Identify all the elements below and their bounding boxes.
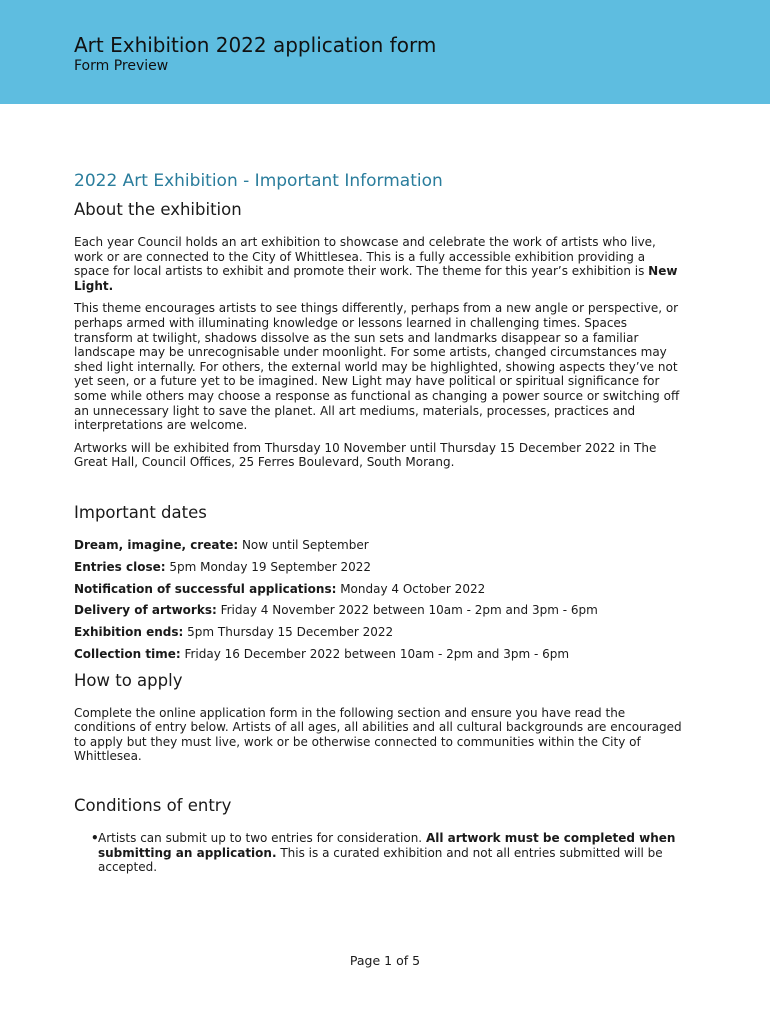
date-value: Monday 4 October 2022: [336, 581, 486, 596]
dates-list: [74, 538, 684, 669]
date-label: Notification of successful applications:: [74, 581, 337, 596]
condition-text-before: Artists can submit up to two entries for consideration.: [98, 831, 426, 846]
condition-text-after: This is a curated exhibition and not all entries submitted will be accepted.: [98, 845, 663, 875]
apply-heading: How to apply: [74, 670, 183, 690]
date-item: [74, 647, 684, 669]
date-item: [74, 560, 684, 582]
date-item: [74, 603, 684, 625]
form-title: Art Exhibition 2022 application form: [74, 33, 437, 57]
form-subtitle: Form Preview: [74, 58, 169, 74]
apply-paragraph: Complete the online application form in the following section and ensure you have read the conditions of entry below. Artists of all ages, all abilities and all cultural backgrounds are encouraged to apply but they must live, work or be otherwise connected to communities within the City of Whittlesea.: [74, 705, 682, 764]
dates-heading: Important dates: [74, 502, 207, 522]
page-number: Page 1 of 5: [349, 953, 421, 968]
about-paragraph-1: [74, 235, 684, 293]
list-item: [74, 831, 684, 875]
conditions-list: [74, 831, 684, 875]
date-label: Entries close:: [74, 559, 166, 574]
date-value: 5pm Thursday 15 December 2022: [183, 625, 394, 640]
date-value: Now until September: [238, 537, 369, 552]
date-item: [74, 625, 684, 647]
date-item: [74, 538, 684, 560]
date-label: Collection time:: [74, 646, 181, 661]
theme-name: New Light.: [74, 264, 678, 293]
condition-text-bold: All artwork must be completed when submitting an application.: [98, 831, 676, 860]
date-value: Friday 16 December 2022 between 10am - 2pm and 3pm - 6pm: [180, 646, 570, 661]
about-heading: About the exhibition: [74, 200, 242, 219]
about-paragraph-2: This theme encourages artists to see things differently, perhaps from a new angle or perspective, or perhaps armed with illuminating knowledge or lessons learned in challenging times. Spaces transform at twilight, shadows dissolve as the sun sets and landmarks disappear so a familiar landscape may be unrecognisable under moonlight. For some artists, changed circumstances may shed light internally. For others, the external world may be highlighted, showing aspects they’ve not yet seen, or a future yet to be imagined. New Light may have political or spiritual significance for some while others may choose a response as functional as changing a power source or switching off an unnecessary light to save the planet. All art mediums, materials, processes, practices and interpretations are welcome.: [74, 301, 680, 433]
date-label: Delivery of artworks:: [74, 603, 217, 618]
date-value: Friday 4 November 2022 between 10am - 2pm and 3pm - 6pm: [216, 603, 598, 618]
section-title: 2022 Art Exhibition - Important Information: [74, 171, 443, 191]
date-item: [74, 582, 684, 604]
header-banner: [0, 0, 770, 104]
condition-text: [98, 831, 684, 875]
about-paragraph-1-text: Each year Council holds an art exhibition to showcase and celebrate the work of artists who live, work or are connected to the City of Whittlesea. This is a fully accessible exhibition providing a space for local artists to exhibit and promote their work. The theme for this year’s exhibition is: [74, 235, 656, 279]
about-paragraph-3: Artworks will be exhibited from Thursday 10 November until Thursday 15 December 2022 in The Great Hall, Council Offices, 25 Ferres Boulevard, South Morang.: [74, 440, 657, 470]
conditions-heading: Conditions of entry: [74, 796, 232, 816]
date-label: Exhibition ends:: [74, 625, 184, 640]
date-label: Dream, imagine, create:: [74, 537, 239, 552]
main-content: [74, 170, 684, 875]
date-value: 5pm Monday 19 September 2022: [165, 559, 372, 574]
bullet-icon: •: [91, 831, 99, 846]
